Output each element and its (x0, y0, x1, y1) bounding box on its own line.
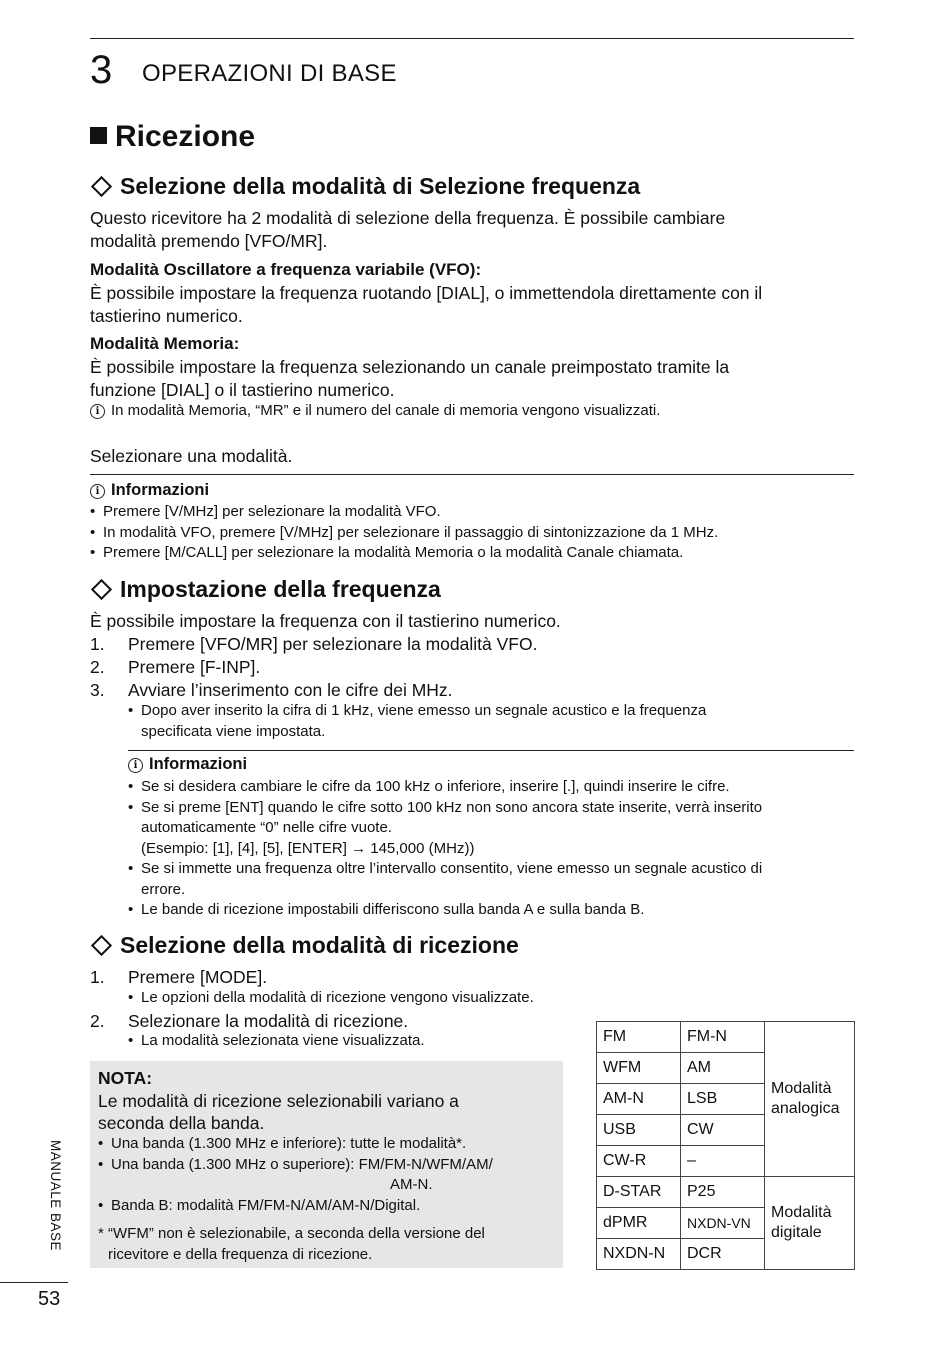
select-instruction: Selezionare una modalità. (90, 446, 293, 466)
step-text: Selezionare la modalità di ricezione. (128, 1011, 409, 1031)
nota-text-line-2: seconda della banda. (98, 1113, 265, 1133)
table-cell: LSB (681, 1084, 765, 1115)
square-bullet-icon (90, 127, 107, 144)
info-icon: i (90, 484, 105, 499)
nota-item: • Una banda (1.300 MHz o superiore): FM/FM-N/WFM/AM/ (98, 1155, 558, 1176)
section-title (90, 120, 255, 154)
page-number-rule (0, 1282, 68, 1283)
vfo-label: Modalità Oscillatore a frequenza variabile (VFO): (90, 260, 482, 279)
table-cell: D-STAR (597, 1177, 681, 1208)
memory-note (90, 401, 660, 422)
table-cell: – (681, 1146, 765, 1177)
nota-footnote-line-1: * “WFM” non è selezionabile, a seconda della versione del (98, 1225, 485, 1242)
side-label: MANUALE BASE (48, 1140, 63, 1252)
info-icon: i (90, 404, 105, 419)
step-3-bullet (128, 701, 858, 742)
table-row (597, 1177, 855, 1208)
nota-footnote (98, 1224, 558, 1265)
mode-step-2 (90, 1010, 408, 1033)
table-cell: P25 (681, 1177, 765, 1208)
nota-item: • Una banda (1.300 MHz e inferiore): tutte le modalità*. (98, 1134, 558, 1155)
nota-text (98, 1090, 558, 1134)
info-item: • Le bande di ricezione impostabili differiscono sulla banda A e sulla banda B. (128, 900, 858, 921)
digital-label-line-2: digitale (771, 1224, 822, 1241)
table-row (597, 1022, 855, 1053)
analog-group-label (765, 1022, 855, 1177)
table-cell: NXDN-VN (681, 1208, 765, 1239)
info-item-continued: errore. (141, 880, 186, 898)
diamond-icon (91, 176, 112, 197)
memory-text-line-1: È possibile impostare la frequenza selezionando un canale preimpostato tramite la (90, 357, 730, 377)
subsection-title-2 (90, 576, 441, 603)
info-item: • Premere [M/CALL] per selezionare la modalità Memoria o la modalità Canale chiamata. (90, 543, 860, 564)
sub1-intro-line-1: Questo ricevitore ha 2 modalità di selezione della frequenza. È possibile cambiare (90, 208, 726, 228)
vfo-text (90, 282, 860, 328)
table-cell: AM-N (597, 1084, 681, 1115)
mode-step-2-bullet (128, 1031, 425, 1052)
header-rule (90, 38, 854, 39)
memory-text (90, 356, 860, 402)
vfo-text-line-2: tastierino numerico. (90, 306, 243, 326)
digital-label-line-1: Modalità (771, 1204, 832, 1221)
step-number: 2. (90, 1011, 105, 1031)
step-1 (90, 633, 537, 656)
page-number: 53 (38, 1288, 61, 1310)
table-cell: DCR (681, 1239, 765, 1270)
chapter-title: OPERAZIONI DI BASE (142, 60, 397, 87)
step-3-bullet-line-2: specificata viene impostata. (141, 722, 326, 740)
subsection-title-2-text: Impostazione della frequenza (120, 576, 441, 602)
diamond-icon (91, 579, 112, 600)
info-title-2-text: Informazioni (149, 755, 248, 773)
info-item: • In modalità VFO, premere [V/MHz] per selezionare il passaggio di sintonizzazione da 1 MHz. (90, 523, 860, 544)
nota-footnote-line-2: ricevitore e della frequenza di ricezione. (108, 1245, 373, 1263)
analog-label-line-2: analogica (771, 1100, 840, 1117)
info-list-1 (90, 502, 860, 564)
nota-item: • Banda B: modalità FM/FM-N/AM/AM-N/Digital. (98, 1196, 558, 1217)
step-text: Premere [VFO/MR] per selezionare la modalità VFO. (128, 634, 538, 654)
info-title-1-text: Informazioni (111, 481, 210, 499)
bullet-text: • La modalità selezionata viene visualizzata. (128, 1031, 425, 1052)
sub2-intro: È possibile impostare la frequenza con il tastierino numerico. (90, 611, 561, 631)
mode-step-1 (90, 966, 267, 989)
table-cell: dPMR (597, 1208, 681, 1239)
bullet-text: • Le opzioni della modalità di ricezione vengono visualizzate. (128, 988, 534, 1009)
section-title-text: Ricezione (115, 120, 256, 153)
nota-item-continued: AM-N. (390, 1176, 433, 1193)
step-number: 2. (90, 657, 105, 677)
mode-step-1-bullet (128, 988, 534, 1009)
info-item: • Se si preme [ENT] quando le cifre sotto 100 kHz non sono ancora state inserite, verrà inserito (128, 798, 858, 819)
step-text: Premere [F-INP]. (128, 657, 261, 677)
nota-title: NOTA: (98, 1068, 153, 1088)
table-cell: FM-N (681, 1022, 765, 1053)
info-item: • Se si desidera cambiare le cifre da 100 kHz o inferiore, inserire [.], quindi inserire le cifre. (128, 777, 858, 798)
nota-list (98, 1134, 558, 1216)
nota-text-line-1: Le modalità di ricezione selezionabili variano a (98, 1091, 459, 1111)
sub1-intro-line-2: modalità premendo [VFO/MR]. (90, 231, 328, 251)
chapter-number: 3 (90, 48, 113, 92)
step-number: 1. (90, 967, 105, 987)
info-item: • Premere [V/MHz] per selezionare la modalità VFO. (90, 502, 860, 523)
info-title-1 (90, 481, 209, 500)
subsection-title-3-text: Selezione della modalità di ricezione (120, 932, 519, 958)
step-number: 3. (90, 680, 105, 700)
table-cell: USB (597, 1115, 681, 1146)
sub1-intro (90, 207, 860, 253)
step-text: Avviare l’inserimento con le cifre dei MHz. (128, 680, 453, 700)
step-3 (90, 679, 453, 702)
nota-box (90, 1061, 563, 1268)
table-cell: AM (681, 1053, 765, 1084)
info-rule-1 (90, 474, 854, 475)
info-rule-2 (128, 750, 854, 751)
memory-label: Modalità Memoria: (90, 334, 240, 353)
table-cell: FM (597, 1022, 681, 1053)
info-icon: i (128, 758, 143, 773)
vfo-text-line-1: È possibile impostare la frequenza ruotando [DIAL], o immettendola direttamente con il (90, 283, 763, 303)
mode-table (596, 1021, 855, 1270)
memory-text-line-2: funzione [DIAL] o il tastierino numerico. (90, 380, 395, 400)
step-text: Premere [MODE]. (128, 967, 268, 987)
digital-group-label (765, 1177, 855, 1270)
info-list-2 (128, 777, 858, 921)
step-number: 1. (90, 634, 105, 654)
subsection-title-3 (90, 932, 519, 959)
subsection-title-1-text: Selezione della modalità di Selezione frequenza (120, 173, 641, 199)
memory-note-text: In modalità Memoria, “MR” e il numero del canale di memoria vengono visualizzati. (111, 402, 661, 419)
table-cell: CW (681, 1115, 765, 1146)
table-cell: WFM (597, 1053, 681, 1084)
table-cell: NXDN-N (597, 1239, 681, 1270)
info-item-continued: automaticamente “0” nelle cifre vuote. (141, 819, 392, 836)
table-cell: CW-R (597, 1146, 681, 1177)
info-item: • Se si immette una frequenza oltre l’intervallo consentito, viene emesso un segnale acustico di (128, 859, 858, 880)
subsection-title-1 (90, 173, 640, 200)
step-3-bullet-line-1: • Dopo aver inserito la cifra di 1 kHz, viene emesso un segnale acustico e la frequenza (128, 701, 858, 722)
step-2 (90, 656, 260, 679)
info-title-2 (128, 755, 247, 774)
analog-label-line-1: Modalità (771, 1080, 832, 1097)
info-item-example: (Esempio: [1], [4], [5], [ENTER] → 145,000 (MHz)) (141, 839, 475, 857)
diamond-icon (91, 935, 112, 956)
